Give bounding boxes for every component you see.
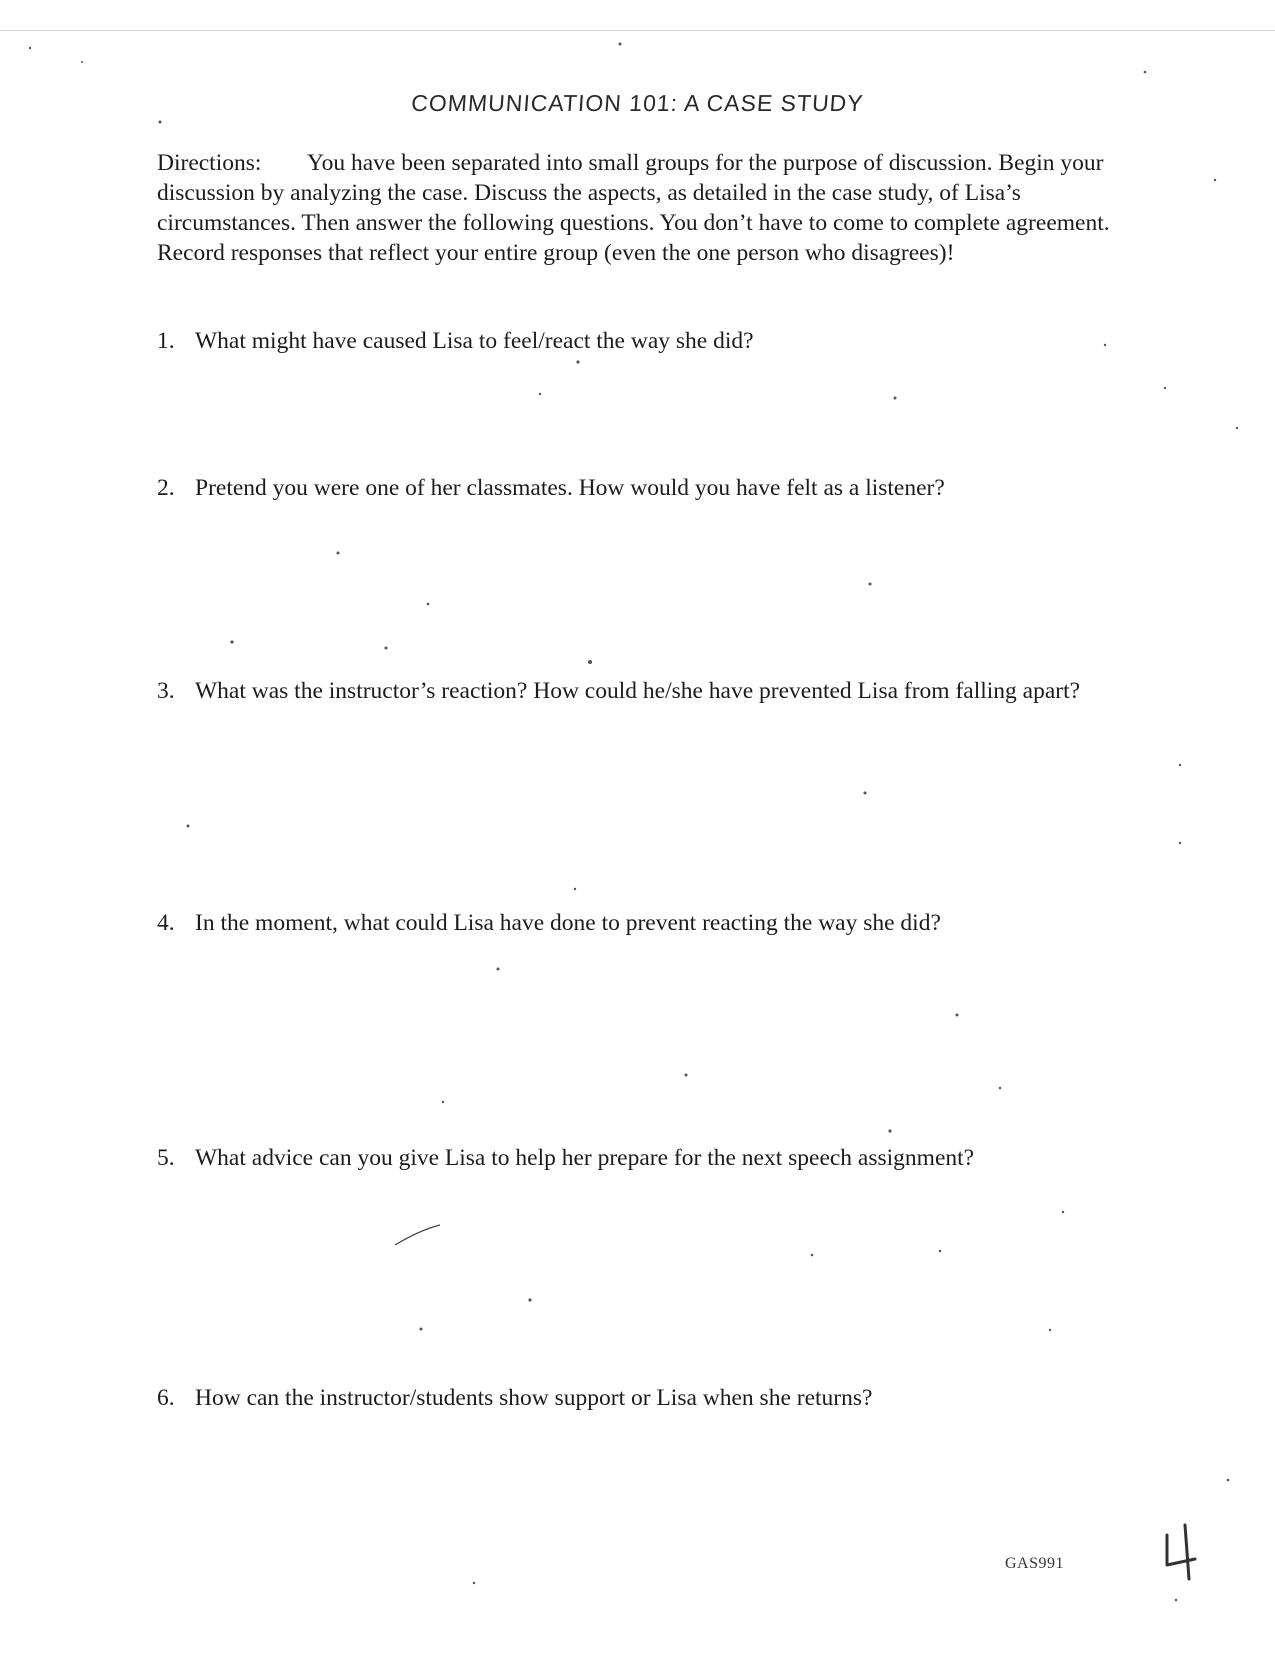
question-item (157, 1143, 1117, 1173)
question-text: What was the instructor’s reaction? How could he/she have prevented Lisa from falling apart? (195, 678, 1081, 704)
document-code: GAS991 (1005, 1555, 1065, 1572)
page-title: COMMUNICATION 101: A CASE STUDY (410, 90, 865, 116)
question-text: How can the instructor/students show support or Lisa when she returns? (195, 1385, 873, 1411)
question-text: Pretend you were one of her classmates. How would you have felt as a listener? (195, 475, 945, 501)
question-number: 6. (157, 1385, 175, 1411)
question-number: 1. (157, 328, 175, 354)
question-item (157, 473, 1117, 503)
question-number: 3. (157, 678, 175, 704)
question-item (157, 326, 1117, 356)
scan-edge-line (0, 30, 1275, 31)
question-text: In the moment, what could Lisa have done to prevent reacting the way she did? (195, 910, 941, 936)
question-item (157, 1383, 1117, 1413)
question-number: 5. (157, 1145, 175, 1171)
question-text: What advice can you give Lisa to help her prepare for the next speech assignment? (195, 1145, 975, 1171)
directions-label: Directions: (157, 150, 262, 176)
question-item (157, 676, 1117, 706)
question-number: 2. (157, 475, 175, 501)
question-number: 4. (157, 910, 175, 936)
question-text: What might have caused Lisa to feel/react the way she did? (195, 328, 754, 354)
handwritten-mark (1155, 1515, 1205, 1585)
question-item (157, 908, 1117, 938)
directions-text: You have been separated into small groups for the purpose of discussion. Begin your discussion by analyzing the case. Discuss the aspects, as detailed in the case study, of Lisa’s circumstances. Then answer the following questions. You don’t have to come to complete agreement. Record responses that reflect your entire group (even the one person who disagrees)! (157, 150, 1110, 266)
directions-paragraph (157, 148, 1117, 268)
